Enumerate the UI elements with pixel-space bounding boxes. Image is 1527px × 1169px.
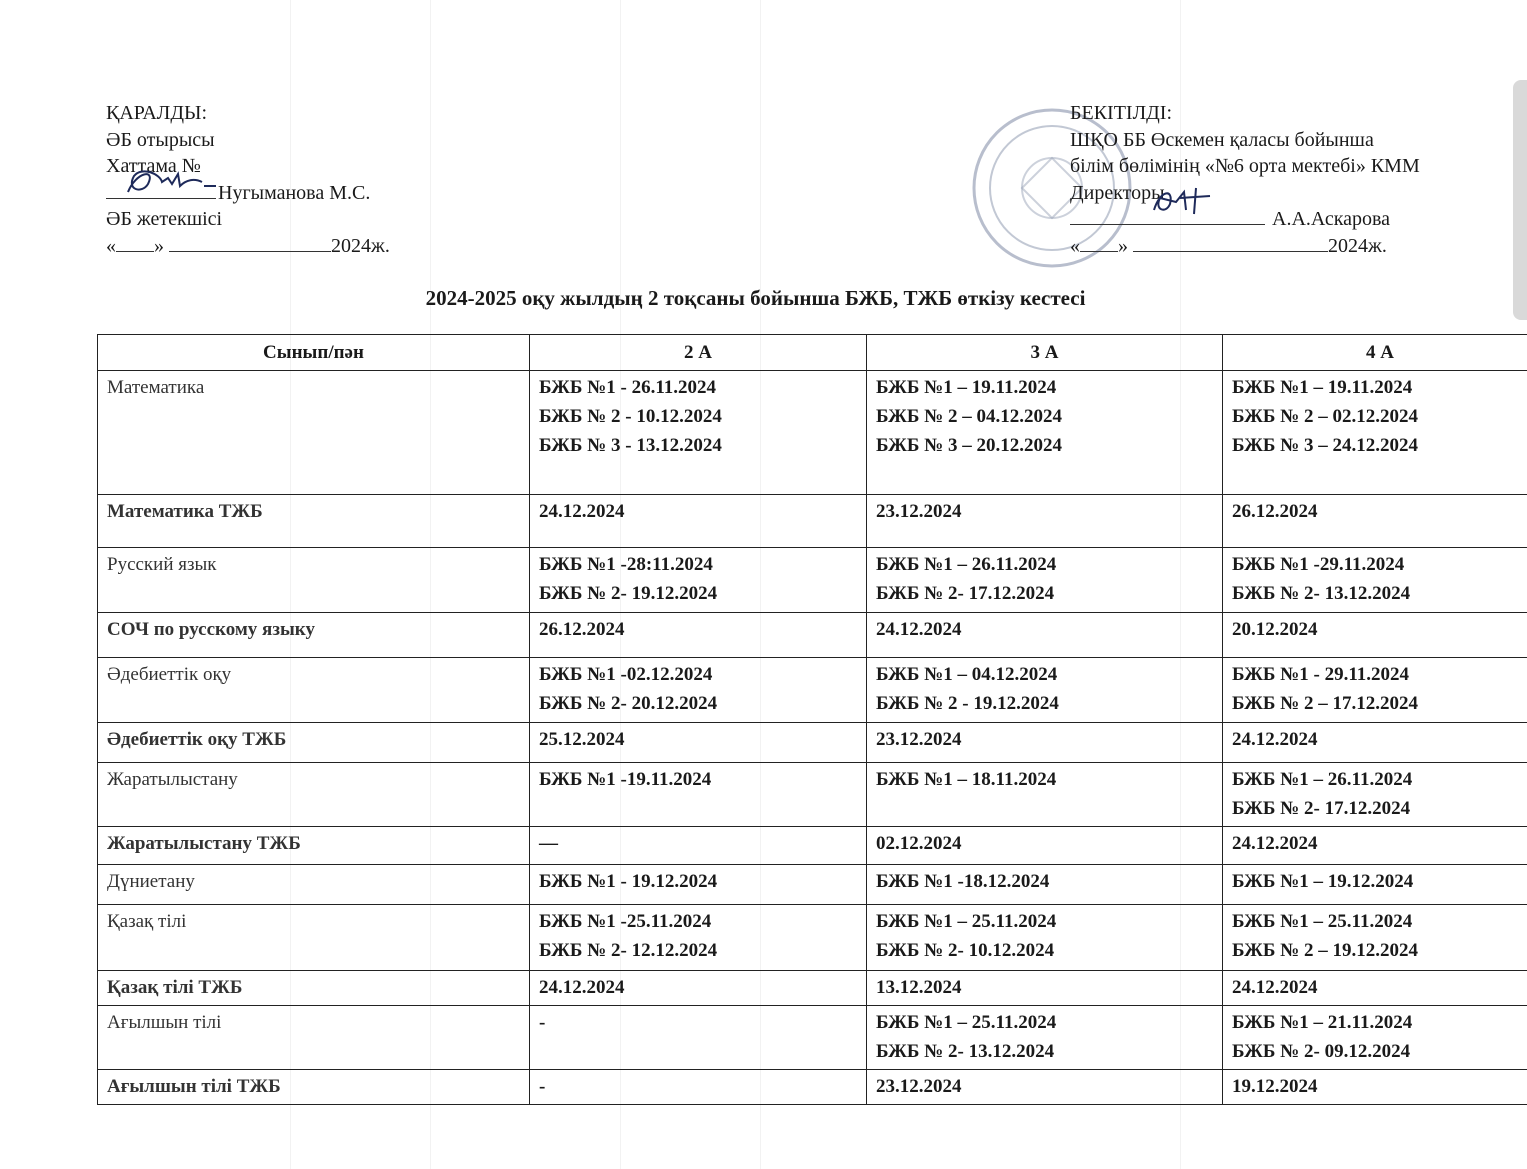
assessment-date: БЖБ № 2- 19.12.2024: [539, 583, 718, 604]
subject-cell: Ағылшын тілі: [98, 1006, 530, 1070]
table-row: [98, 613, 1527, 658]
assessment-date: 24.12.2024: [1232, 833, 1318, 854]
assessment-date: 24.12.2024: [539, 501, 625, 522]
exam-schedule-table: [97, 334, 1527, 1105]
subject-cell: СОЧ по русскому языку: [98, 613, 530, 658]
schedule-cell: [530, 827, 867, 865]
assessment-date: -: [539, 1076, 546, 1097]
table-row: [98, 495, 1527, 548]
approval-heading: ҚАРАЛДЫ:: [106, 102, 207, 124]
table-row: [98, 763, 1527, 827]
assessment-date: БЖБ №1 – 25.11.2024: [876, 1012, 1057, 1033]
signature-field: [106, 180, 216, 199]
subject-cell: Қазақ тілі: [98, 905, 530, 971]
assessment-date: 23.12.2024: [876, 1076, 962, 1097]
schedule-cell: [530, 658, 867, 723]
assessment-date: БЖБ № 2- 20.12.2024: [539, 693, 718, 714]
schedule-cell: [1223, 723, 1527, 763]
school-line: білім бөлімінің «№6 орта мектебі» КММ: [1070, 155, 1420, 177]
table-row: [98, 827, 1527, 865]
subject-cell: Русский язык: [98, 548, 530, 613]
schedule-cell: [530, 865, 867, 905]
assessment-date: БЖБ № 2 – 19.12.2024: [1232, 940, 1419, 961]
approved-heading: БЕКІТІЛДІ:: [1070, 102, 1173, 124]
approval-block-right: [1070, 100, 1420, 259]
schedule-cell: [530, 971, 867, 1006]
schedule-cell: [867, 865, 1223, 905]
schedule-cell: [867, 827, 1223, 865]
schedule-cell: [530, 763, 867, 827]
signatory-name-right: А.А.Аскарова: [1272, 208, 1391, 230]
assessment-date: —: [539, 833, 558, 854]
assessment-date: БЖБ №1 -02.12.2024: [539, 664, 713, 685]
assessment-date: БЖБ №1 -25.11.2024: [539, 911, 712, 932]
assessment-date: БЖБ № 2- 17.12.2024: [1232, 798, 1411, 819]
assessment-date: БЖБ №1 -28:11.2024: [539, 554, 713, 575]
schedule-cell: [1223, 763, 1527, 827]
schedule-cell: [867, 763, 1223, 827]
schedule-cell: [867, 905, 1223, 971]
assessment-date: 20.12.2024: [1232, 619, 1318, 640]
assessment-date: БЖБ № 3 – 24.12.2024: [1232, 435, 1419, 456]
assessment-date: 24.12.2024: [876, 619, 962, 640]
schedule-cell: [1223, 495, 1527, 548]
assessment-date: 25.12.2024: [539, 729, 625, 750]
assessment-date: БЖБ №1 -29.11.2024: [1232, 554, 1405, 575]
schedule-cell: [867, 723, 1223, 763]
assessment-date: БЖБ № 2- 09.12.2024: [1232, 1041, 1411, 1062]
schedule-cell: [867, 495, 1223, 548]
assessment-date: БЖБ №1 – 19.11.2024: [1232, 377, 1413, 398]
schedule-cell: [1223, 1070, 1527, 1105]
schedule-cell: [530, 905, 867, 971]
schedule-cell: [867, 971, 1223, 1006]
assessment-date: 13.12.2024: [876, 977, 962, 998]
assessment-date: БЖБ № 2 – 04.12.2024: [876, 406, 1063, 427]
schedule-cell: [530, 495, 867, 548]
subject-cell: Математика: [98, 371, 530, 495]
schedule-cell: [1223, 658, 1527, 723]
table-row: [98, 1070, 1527, 1105]
column-header: 3 А: [867, 335, 1223, 371]
schedule-cell: [867, 548, 1223, 613]
assessment-date: БЖБ №1 – 04.12.2024: [876, 664, 1058, 685]
subject-cell: Әдебиеттік оқу ТЖБ: [98, 723, 530, 763]
schedule-cell: [530, 723, 867, 763]
column-header: 2 А: [530, 335, 867, 371]
handwritten-signature-icon: [1150, 184, 1230, 220]
table-row: [98, 723, 1527, 763]
subject-cell: Ағылшын тілі ТЖБ: [98, 1070, 530, 1105]
table-row: [98, 658, 1527, 723]
date-line-right: « » 2024ж.: [1070, 234, 1387, 257]
date-line-left: « » 2024ж.: [106, 234, 390, 257]
assessment-date: БЖБ № 2- 17.12.2024: [876, 583, 1055, 604]
schedule-cell: [530, 371, 867, 495]
schedule-cell: [1223, 827, 1527, 865]
assessment-date: 26.12.2024: [1232, 501, 1318, 522]
table-row: [98, 905, 1527, 971]
approval-block-left: [106, 100, 390, 259]
subject-cell: Математика ТЖБ: [98, 495, 530, 548]
table-row: [98, 1006, 1527, 1070]
assessment-date: БЖБ №1 – 26.11.2024: [876, 554, 1057, 575]
schedule-cell: [1223, 971, 1527, 1006]
assessment-date: 23.12.2024: [876, 729, 962, 750]
director-signature-field: [1070, 206, 1265, 225]
schedule-cell: [867, 1070, 1223, 1105]
assessment-date: 24.12.2024: [1232, 729, 1318, 750]
schedule-cell: [867, 613, 1223, 658]
role-label: ӘБ жетекшісі: [106, 208, 223, 230]
assessment-date: БЖБ № 3 – 20.12.2024: [876, 435, 1063, 456]
assessment-date: БЖБ № 2 - 19.12.2024: [876, 693, 1059, 714]
assessment-date: БЖБ №1 - 19.12.2024: [539, 871, 718, 892]
assessment-date: БЖБ №1 – 25.11.2024: [1232, 911, 1413, 932]
schedule-cell: [1223, 613, 1527, 658]
schedule-cell: [867, 658, 1223, 723]
table-row: [98, 371, 1527, 495]
table-row: [98, 971, 1527, 1006]
assessment-date: БЖБ №1 – 18.11.2024: [876, 769, 1057, 790]
schedule-cell: [1223, 371, 1527, 495]
subject-cell: Әдебиеттік оқу: [98, 658, 530, 723]
assessment-date: БЖБ № 2 – 02.12.2024: [1232, 406, 1419, 427]
protocol-label: Хаттама №: [106, 155, 201, 177]
assessment-date: БЖБ № 2- 12.12.2024: [539, 940, 718, 961]
schedule-cell: [530, 1006, 867, 1070]
subject-cell: Жаратылыстану: [98, 763, 530, 827]
schedule-cell: [1223, 865, 1527, 905]
schedule-cell: [1223, 905, 1527, 971]
assessment-date: 19.12.2024: [1232, 1076, 1318, 1097]
assessment-date: 23.12.2024: [876, 501, 962, 522]
column-header: 4 А: [1223, 335, 1527, 371]
assessment-date: БЖБ №1 - 26.11.2024: [539, 377, 717, 398]
assessment-date: БЖБ № 3 - 13.12.2024: [539, 435, 722, 456]
schedule-cell: [1223, 1006, 1527, 1070]
assessment-date: 02.12.2024: [876, 833, 962, 854]
signatory-name-left: Нугыманова М.С.: [218, 181, 371, 204]
table-row: [98, 548, 1527, 613]
assessment-date: БЖБ №1 -18.12.2024: [876, 871, 1050, 892]
schedule-cell: [530, 548, 867, 613]
subject-cell: Қазақ тілі ТЖБ: [98, 971, 530, 1006]
assessment-date: -: [539, 1012, 546, 1033]
meeting-label: ӘБ отырысы: [106, 128, 215, 151]
signature-line-right: [1070, 206, 1420, 233]
table-header-row: [98, 335, 1527, 371]
handwritten-signature-icon: [116, 164, 216, 198]
assessment-date: БЖБ № 2- 13.12.2024: [1232, 583, 1411, 604]
table-row: [98, 865, 1527, 905]
window-edge: [1513, 80, 1527, 320]
assessment-date: БЖБ №1 – 19.11.2024: [876, 377, 1057, 398]
schedule-cell: [530, 613, 867, 658]
schedule-cell: [530, 1070, 867, 1105]
assessment-date: 26.12.2024: [539, 619, 625, 640]
document-title: 2024-2025 оқу жылдың 2 тоқсаны бойынша БЖБ, ТЖБ өткізу кестесі: [425, 286, 1086, 310]
assessment-date: БЖБ № 2 - 10.12.2024: [539, 406, 722, 427]
schedule-cell: [867, 371, 1223, 495]
assessment-date: 24.12.2024: [1232, 977, 1318, 998]
assessment-date: БЖБ №1 – 25.11.2024: [876, 911, 1057, 932]
assessment-date: БЖБ №1 – 19.12.2024: [1232, 871, 1414, 892]
assessment-date: БЖБ №1 – 26.11.2024: [1232, 769, 1413, 790]
column-header: Сынып/пән: [98, 335, 530, 371]
schedule-cell: [1223, 548, 1527, 613]
assessment-date: 24.12.2024: [539, 977, 625, 998]
department-line: ШҚО ББ Өскемен қаласы бойынша: [1070, 128, 1374, 151]
assessment-date: БЖБ № 2 – 17.12.2024: [1232, 693, 1419, 714]
assessment-date: БЖБ №1 - 29.11.2024: [1232, 664, 1410, 685]
assessment-date: БЖБ №1 – 21.11.2024: [1232, 1012, 1413, 1033]
director-label: Директоры: [1070, 181, 1165, 204]
assessment-date: БЖБ № 2- 10.12.2024: [876, 940, 1055, 961]
assessment-date: БЖБ № 2- 13.12.2024: [876, 1041, 1055, 1062]
subject-cell: Жаратылыстану ТЖБ: [98, 827, 530, 865]
assessment-date: БЖБ №1 -19.11.2024: [539, 769, 712, 790]
schedule-cell: [867, 1006, 1223, 1070]
subject-cell: Дүниетану: [98, 865, 530, 905]
signature-line-left: [106, 180, 390, 207]
